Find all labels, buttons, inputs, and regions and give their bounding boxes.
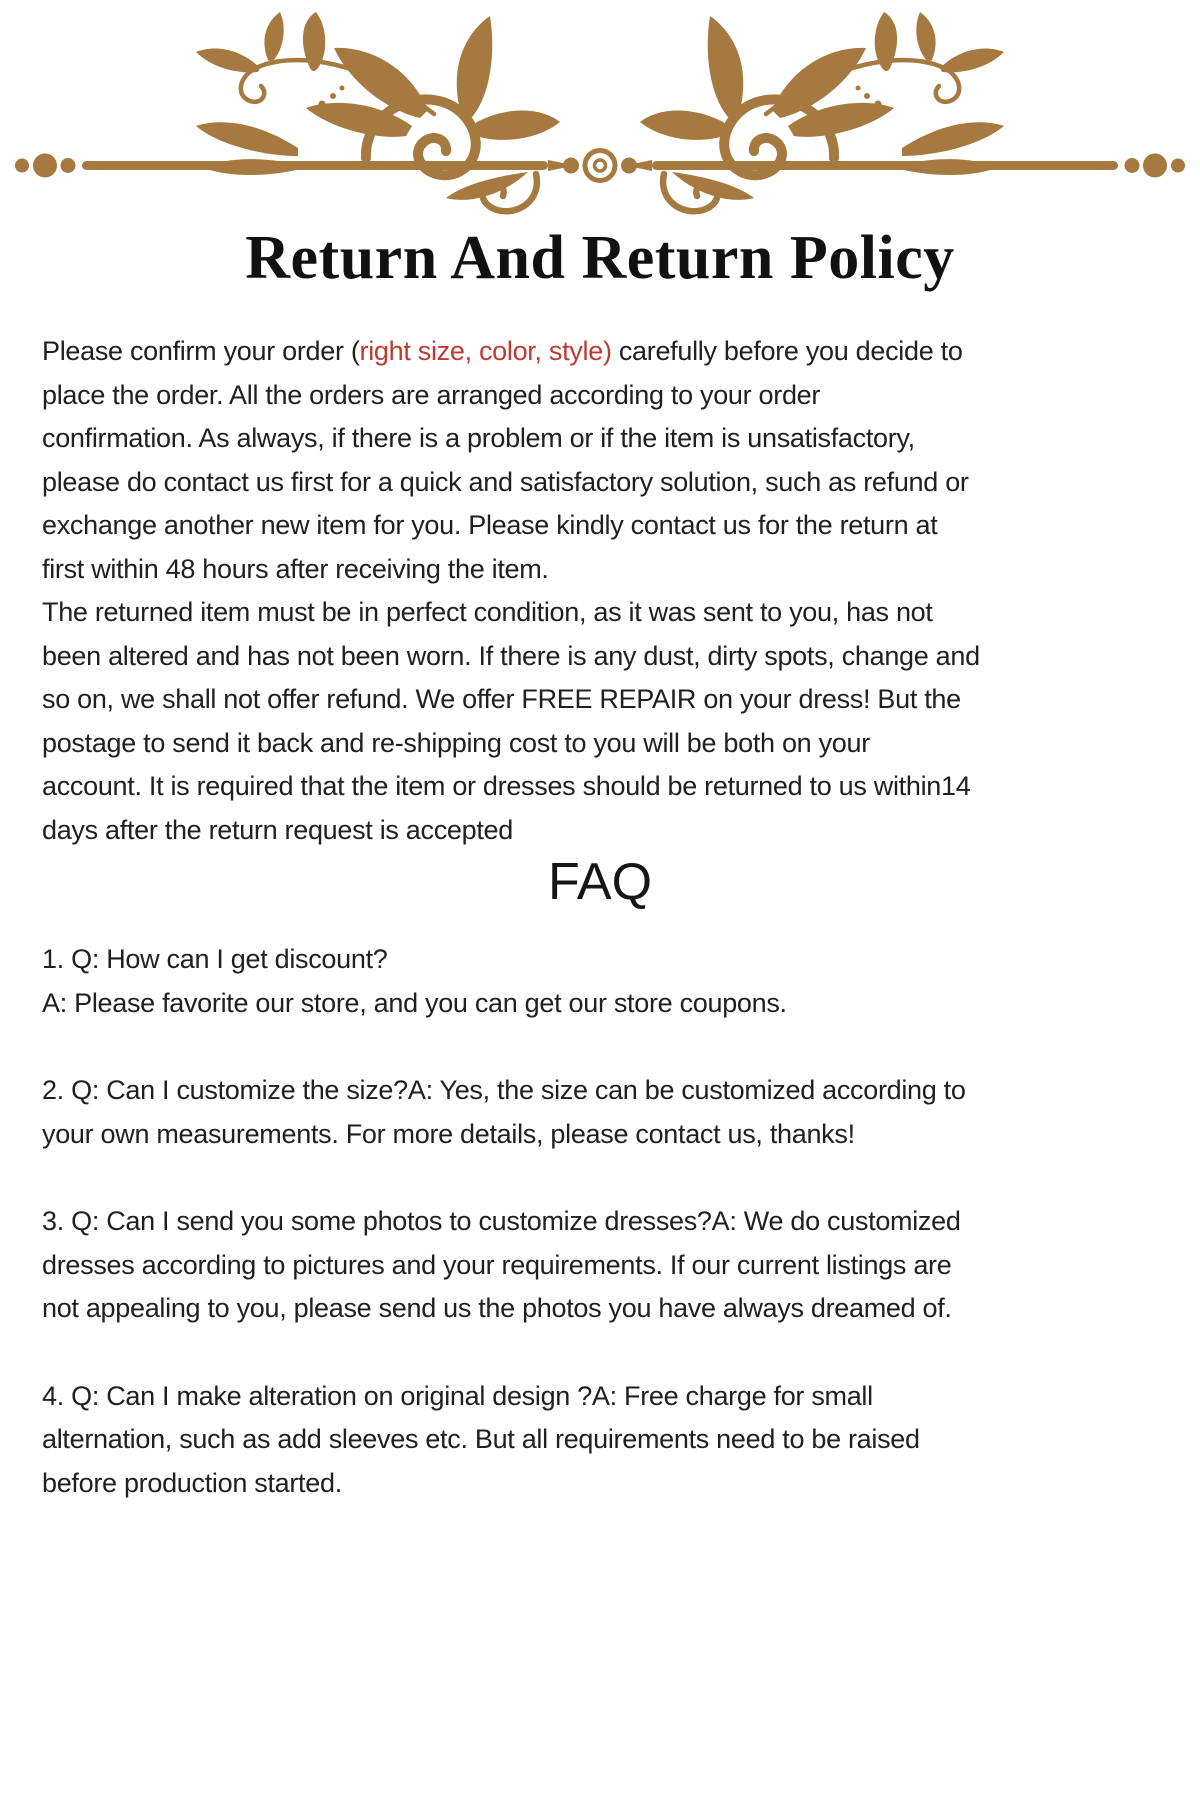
faq-line: A: Please favorite our store, and you can get our store coupons. [42,987,787,1018]
text-line: please do contact us first for a quick and satisfactory solution, such as refund or [42,466,969,497]
faq-line: not appealing to you, please send us the photos you have always dreamed of. [42,1293,952,1323]
faq-item-3 [42,1200,1158,1331]
plain-text: carefully before you decide to [611,336,963,366]
plain-text: Please confirm your order ( [42,336,360,366]
text-line: been altered and has not been worn. If there is any dust, dirty spots, change and [42,640,980,671]
return-policy-page [0,8,1200,1818]
faq-line: before production started. [42,1467,342,1498]
text-line: so on, we shall not offer refund. We offer FREE REPAIR on your dress! But the [42,684,961,714]
faq-line: 2. Q: Can I customize the size?A: Yes, the size can be customized according to [42,1075,966,1105]
text-line: first within 48 hours after receiving the item. [42,553,549,584]
ornament-divider [0,8,1200,220]
faq-item-2 [42,1069,1158,1156]
faq-line: 3. Q: Can I send you some photos to customize dresses?A: We do customized [42,1206,961,1236]
text-line: confirmation. As always, if there is a problem or if the item is unsatisfactory, [42,423,915,453]
faq-line: 1. Q: How can I get discount? [42,944,388,974]
text-line: postage to send it back and re-shipping cost to you will be both on your [42,727,870,758]
faq-list [0,938,1200,1505]
divider-dots-and-bars [15,151,1185,181]
text-line: The returned item must be in perfect condition, as it was sent to you, has not [42,597,933,627]
text-line: days after the return request is accepted [42,814,513,845]
policy-text [0,330,1200,852]
floral-flourish-right [625,12,1004,211]
floral-flourish-left [196,12,575,211]
faq-item-4 [42,1375,1158,1506]
highlighted-text: ) [602,336,612,366]
ornament-svg [0,8,1200,220]
page-title: Return And Return Policy [245,224,955,292]
faq-line: alternation, such as add sleeves etc. But all requirements need to be raised [42,1424,920,1454]
text-line: account. It is required that the item or dresses should be returned to us within14 [42,771,971,801]
text-line: exchange another new item for you. Please kindly contact us for the return at [42,510,938,540]
faq-item-1 [42,938,1158,1025]
highlighted-text: right size, color, style [359,336,603,366]
text-line: place the order. All the orders are arranged according to your order [42,379,821,410]
faq-line: your own measurements. For more details, please contact us, thanks! [42,1118,855,1149]
faq-line: 4. Q: Can I make alteration on original design ?A: Free charge for small [42,1380,873,1411]
policy-lines [42,374,1158,853]
policy-intro-line [42,330,1158,374]
faq-line: dresses according to pictures and your requirements. If our current listings are [42,1249,952,1280]
faq-heading: FAQ [547,853,653,911]
